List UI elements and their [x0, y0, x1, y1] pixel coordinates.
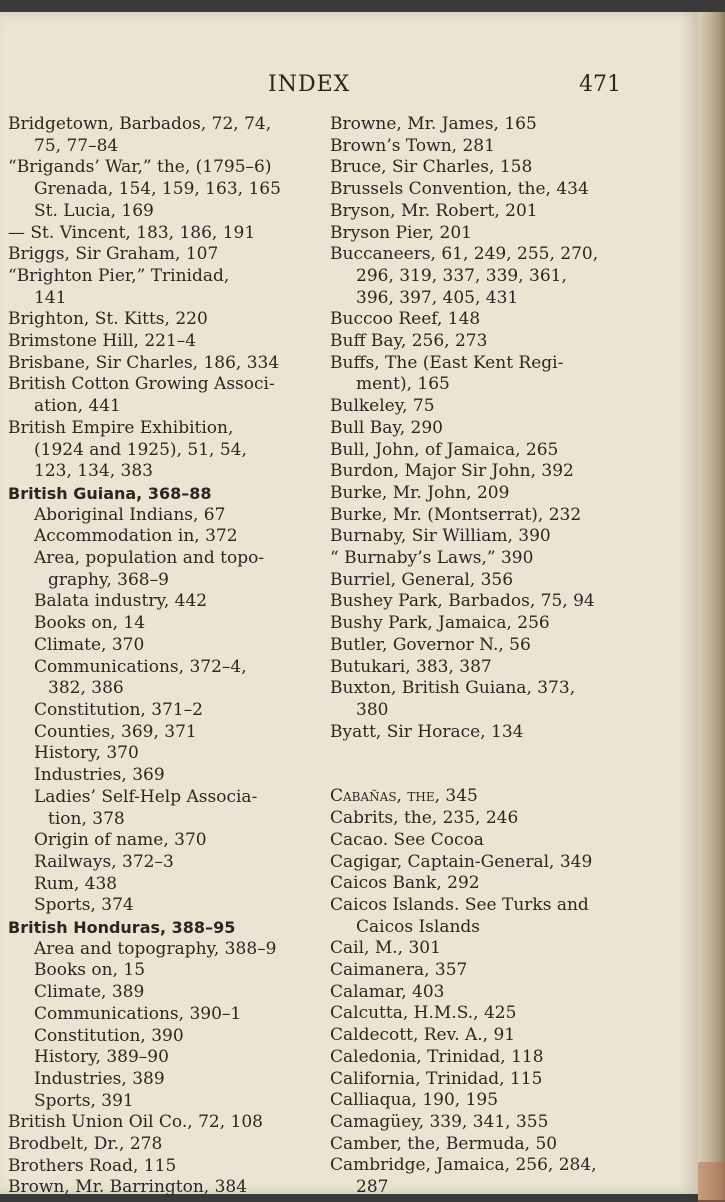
index-entry: 396, 397, 405, 431: [356, 287, 519, 308]
index-entry: Communications, 372–4,: [34, 656, 247, 677]
index-entry: Books on, 15: [34, 960, 146, 981]
index-entry: Cail, M., 301: [330, 938, 441, 959]
index-entry: “Brighton Pier,” Trinidad,: [8, 265, 230, 286]
index-entry: Brisbane, Sir Charles, 186, 334: [8, 352, 280, 373]
index-entry: Grenada, 154, 159, 163, 165: [34, 179, 281, 200]
index-entry: Balata industry, 442: [34, 591, 208, 612]
index-entry: Bryson, Mr. Robert, 201: [330, 200, 538, 221]
index-entry: Books on, 14: [34, 613, 146, 634]
index-entry: Communications, 390–1: [34, 1003, 242, 1024]
index-entry: Cacao. See Cocoa: [330, 829, 484, 850]
index-entry: Ladies’ Self-Help Associa-: [34, 786, 258, 807]
index-entry: 123, 134, 383: [34, 461, 153, 482]
index-entry: 75, 77–84: [34, 135, 119, 156]
index-entry: graphy, 368–9: [48, 569, 169, 590]
index-entry: 380: [356, 699, 389, 720]
index-column-left: [8, 114, 304, 1199]
page-number: 471: [579, 72, 621, 97]
index-entry: Cambridge, Jamaica, 256, 284,: [330, 1155, 597, 1176]
index-entry: Bulkeley, 75: [330, 396, 435, 417]
index-entry: Cabrits, the, 235, 246: [330, 808, 519, 829]
index-entry: Aboriginal Indians, 67: [34, 504, 226, 525]
index-entry: Camagüey, 339, 341, 355: [330, 1111, 549, 1132]
index-entry: Caledonia, Trinidad, 118: [330, 1046, 544, 1067]
index-entry: Industries, 389: [34, 1068, 165, 1089]
page-edge: [698, 12, 725, 1200]
index-entry: Brothers Road, 115: [8, 1155, 177, 1176]
index-entry: Counties, 369, 371: [34, 721, 197, 742]
index-entry: Climate, 370: [34, 634, 145, 655]
index-entry: Byatt, Sir Horace, 134: [330, 721, 524, 742]
index-entry: Calliaqua, 190, 195: [330, 1090, 499, 1111]
section-gap: [330, 743, 626, 786]
index-entry: Butukari, 383, 387: [330, 656, 492, 677]
index-entry: Area, population and topo-: [34, 548, 265, 569]
index-entry: Burdon, Major Sir John, 392: [330, 461, 574, 482]
index-entry: Brown, Mr. Barrington, 384: [8, 1177, 248, 1198]
index-entry: Climate, 389: [34, 982, 145, 1003]
index-entry: Constitution, 371–2: [34, 699, 203, 720]
index-entry: Origin of name, 370: [34, 830, 207, 851]
index-entry: Cagigar, Captain-General, 349: [330, 851, 593, 872]
index-entry: Buccaneers, 61, 249, 255, 270,: [330, 244, 599, 265]
index-entry: California, Trinidad, 115: [330, 1068, 543, 1089]
index-column-right: [330, 114, 626, 1199]
index-entry: tion, 378: [48, 808, 125, 829]
index-entry: Camber, the, Bermuda, 50: [330, 1133, 558, 1154]
index-entry: 141: [34, 287, 67, 308]
index-entry: Brimstone Hill, 221–4: [8, 331, 197, 352]
index-entry: Caldecott, Rev. A., 91: [330, 1025, 516, 1046]
index-entry: Brodbelt, Dr., 278: [8, 1134, 163, 1155]
index-entry: Burke, Mr. (Montserrat), 232: [330, 504, 582, 525]
index-entry: Bruce, Sir Charles, 158: [330, 157, 533, 178]
index-entry: Bridgetown, Barbados, 72, 74,: [8, 114, 272, 134]
index-entry: ation, 441: [34, 396, 121, 417]
index-entry: Buccoo Reef, 148: [330, 309, 481, 330]
index-entry: (1924 and 1925), 51, 54,: [34, 439, 247, 460]
index-entry: Buxton, British Guiana, 373,: [330, 678, 576, 699]
index-entry: Burnaby, Sir William, 390: [330, 526, 551, 547]
index-entry: Calcutta, H.M.S., 425: [330, 1003, 517, 1024]
index-entry: Bull, John, of Jamaica, 265: [330, 439, 559, 460]
index-entry: Industries, 369: [34, 765, 165, 786]
index-entry: British Cotton Growing Associ-: [8, 374, 275, 395]
index-entry: Brighton, St. Kitts, 220: [8, 309, 208, 330]
index-entry: Accommodation in, 372: [34, 526, 238, 547]
index-entry: Bushey Park, Barbados, 75, 94: [330, 591, 595, 612]
index-entry: St. Lucia, 169: [34, 200, 154, 221]
index-entry: Calamar, 403: [330, 981, 445, 1002]
index-entry: British Honduras, 388–95: [8, 918, 236, 938]
index-entry: Caicos Bank, 292: [330, 873, 480, 894]
index-entry: Briggs, Sir Graham, 107: [8, 244, 219, 265]
index-entry: Burke, Mr. John, 209: [330, 482, 510, 503]
index-entry: Butler, Governor N., 56: [330, 634, 531, 655]
index-entry: British Guiana, 368–88: [8, 483, 212, 503]
index-entry: British Union Oil Co., 72, 108: [8, 1112, 263, 1133]
running-title: INDEX: [268, 72, 351, 97]
index-entry: Bushy Park, Jamaica, 256: [330, 613, 550, 634]
index-entry: Browne, Mr. James, 165: [330, 114, 537, 134]
index-entry: Burriel, General, 356: [330, 569, 514, 590]
index-entry: 287: [356, 1177, 389, 1198]
index-entry: Bryson Pier, 201: [330, 222, 472, 243]
index-entry: History, 389–90: [34, 1047, 169, 1068]
index-entry: Buff Bay, 256, 273: [330, 331, 488, 352]
index-entry: ment), 165: [356, 374, 450, 395]
book-page: [0, 12, 698, 1198]
index-entry: Caicos Islands. See Turks and: [330, 894, 589, 915]
index-entry: Rum, 438: [34, 873, 118, 894]
index-entry: 382, 386: [48, 678, 124, 699]
index-entry: Caicos Islands: [356, 916, 481, 937]
index-entry: Brussels Convention, the, 434: [330, 179, 589, 200]
index-entry: 296, 319, 337, 339, 361,: [356, 265, 567, 286]
index-entry: Brown’s Town, 281: [330, 135, 495, 156]
index-entry: “Brigands’ War,” the, (1795–6): [8, 157, 272, 178]
index-entry: Buffs, The (East Kent Regi-: [330, 352, 564, 373]
index-entry: History, 370: [34, 743, 139, 764]
index-entry: Bull Bay, 290: [330, 417, 443, 438]
index-entry: British Empire Exhibition,: [8, 417, 234, 438]
index-entry: Constitution, 390: [34, 1025, 184, 1046]
page-header: [0, 70, 698, 104]
index-entry: “ Burnaby’s Laws,” 390: [330, 548, 534, 569]
index-entry: Railways, 372–3: [34, 851, 174, 872]
index-entry: — St. Vincent, 183, 186, 191: [8, 222, 256, 243]
index-entry: Sports, 374: [34, 895, 134, 916]
index-entry: Area and topography, 388–9: [34, 938, 277, 959]
index-entry: Sports, 391: [34, 1090, 134, 1111]
index-entry: Caimanera, 357: [330, 960, 468, 981]
index-entry: Cabañas, the, 345: [330, 786, 478, 807]
